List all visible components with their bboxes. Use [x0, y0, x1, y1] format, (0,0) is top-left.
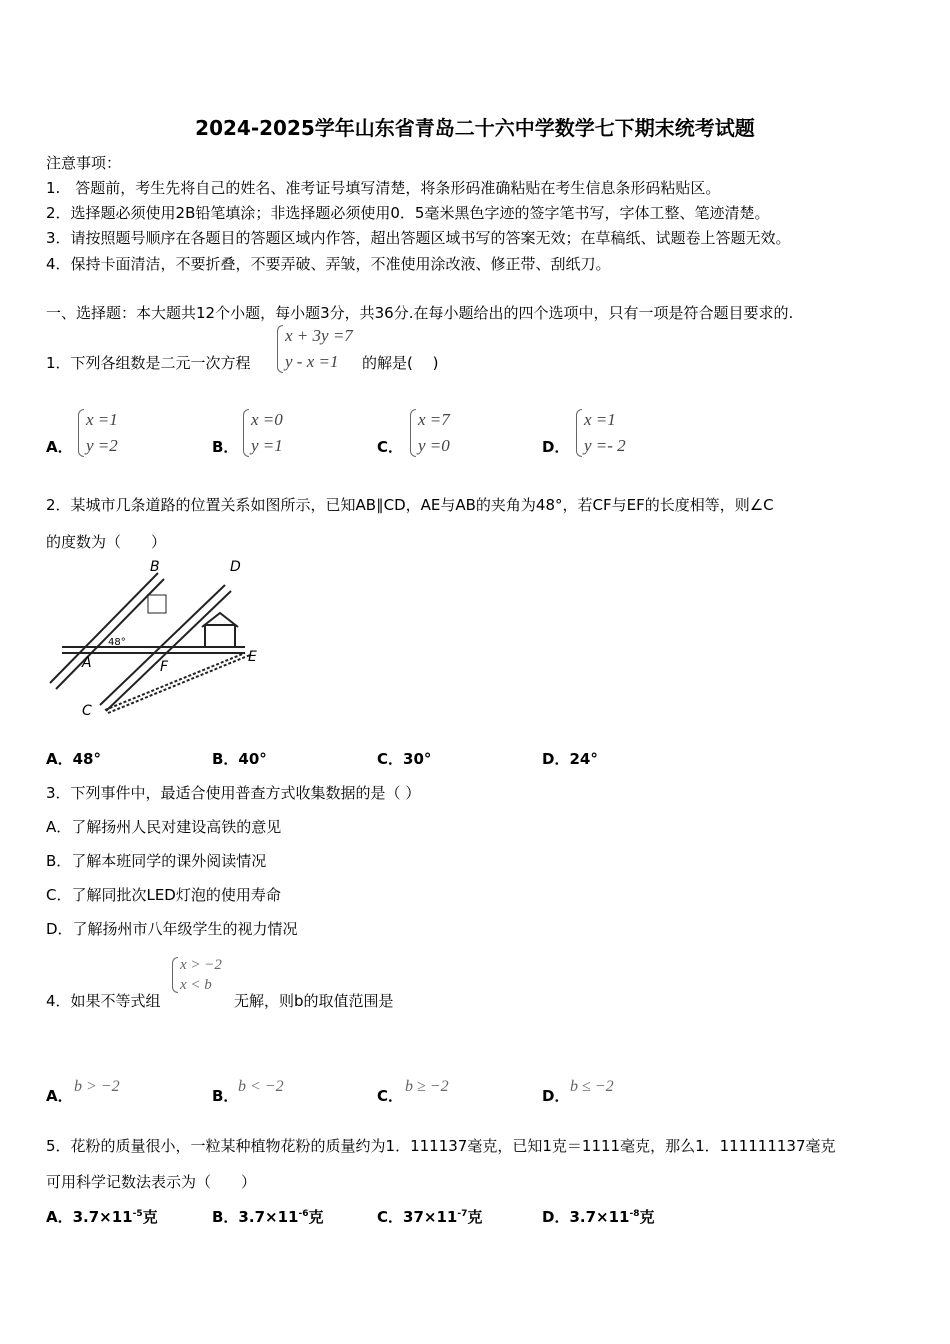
page-title: 2024-2025学年山东省青岛二十六中学数学七下期末统考试题	[195, 116, 755, 140]
notice-item: 2．选择题必须使用2B铅笔填涂；非选择题必须使用0．5毫米黑色字迹的签字笔书写，字体工整、笔迹清楚。	[46, 204, 770, 222]
q4-option-a[interactable]: b > −2	[74, 1078, 120, 1095]
unit: 克	[639, 1208, 655, 1226]
q2-option-d[interactable]: D．24°	[542, 750, 598, 768]
q1-option-b[interactable]	[243, 407, 283, 459]
q1-prefix: 1．下列各组数是二元一次方程	[46, 354, 251, 372]
notice-item: 4．保持卡面清洁，不要折叠，不要弄破、弄皱，不准使用涂改液、修正带、刮纸刀。	[46, 255, 611, 273]
q3-option-a[interactable]: A．了解扬州人民对建设高铁的意见	[46, 818, 282, 836]
unit: 克	[467, 1208, 483, 1226]
q5-stem-line2: 可用科学记数法表示为（ ）	[46, 1173, 257, 1191]
inequality: x > −2	[180, 957, 222, 973]
equation: y =1	[251, 436, 283, 455]
q1-suffix: 的解是( )	[362, 354, 439, 372]
notice-heading: 注意事项：	[46, 154, 122, 172]
q5-option-b[interactable]	[212, 1206, 323, 1227]
exponent: -7	[457, 1209, 468, 1219]
q2-option-b[interactable]: B．40°	[212, 750, 267, 768]
q3-option-c[interactable]: C．了解同批次LED灯泡的使用寿命	[46, 886, 281, 904]
option-text: A．3.7×11	[46, 1208, 133, 1226]
q4-suffix: 无解，则b的取值范围是	[234, 992, 394, 1010]
unit: 克	[308, 1208, 324, 1226]
q4-prefix: 4．如果不等式组	[46, 992, 161, 1010]
equation: y =0	[418, 436, 450, 455]
label-e: E	[248, 649, 257, 665]
q1-option-a-label: A．	[46, 438, 73, 456]
equation: x =1	[86, 410, 118, 429]
q1-option-d[interactable]	[576, 407, 626, 459]
q3-stem: 3．下列事件中，最适合使用普查方式收集数据的是（ ）	[46, 784, 421, 802]
q2-road-figure	[40, 555, 270, 725]
q2-stem-line1: 2．某城市几条道路的位置关系如图所示，已知AB∥CD，AE与AB的夹角为48°，若CF与EF的长度相等，则∠C	[46, 496, 774, 514]
q1-system	[277, 323, 353, 375]
q1-option-b-label: B．	[212, 438, 239, 456]
q4-option-a-label: A．	[46, 1087, 73, 1105]
q5-option-a[interactable]	[46, 1206, 158, 1227]
label-b: B	[150, 559, 160, 575]
q3-option-b[interactable]: B．了解本班同学的课外阅读情况	[46, 852, 267, 870]
section-heading: 一、选择题：本大题共12个小题，每小题3分，共36分.在每小题给出的四个选项中，只有一项是符合题目要求的.	[46, 304, 794, 322]
q5-option-c[interactable]	[377, 1206, 482, 1227]
q1-option-a[interactable]	[78, 407, 118, 459]
exponent: -6	[298, 1209, 309, 1219]
notice-item: 3．请按照题号顺序在各题目的答题区域内作答，超出答题区域书写的答案无效；在草稿纸、试题卷上答题无效。	[46, 229, 791, 247]
q5-stem-line1: 5．花粉的质量很小，一粒某种植物花粉的质量约为1．111137毫克，已知1克＝1111毫克，那么1．111111137毫克	[46, 1137, 836, 1155]
q4-option-b[interactable]: b < −2	[238, 1078, 284, 1095]
option-text: B．3.7×11	[212, 1208, 299, 1226]
q2-option-c[interactable]: C．30°	[377, 750, 432, 768]
unit: 克	[142, 1208, 158, 1226]
exponent: -5	[132, 1209, 143, 1219]
exponent: -8	[629, 1209, 640, 1219]
q1-option-d-label: D．	[542, 438, 570, 456]
equation: y - x =1	[285, 352, 339, 371]
label-c: C	[82, 703, 92, 719]
label-f: F	[160, 659, 169, 675]
label-a: A	[82, 655, 92, 671]
q4-option-b-label: B．	[212, 1087, 239, 1105]
q4-option-d-label: D．	[542, 1087, 570, 1105]
q1-option-c-label: C．	[377, 438, 404, 456]
equation: x =7	[418, 410, 450, 429]
option-text: C．37×11	[377, 1208, 458, 1226]
notice-item: 1. 答题前，考生先将自己的姓名、准考证号填写清楚，将条形码准确粘贴在考生信息条形码粘贴区。	[46, 179, 721, 197]
q3-option-d[interactable]: D．了解扬州市八年级学生的视力情况	[46, 920, 298, 938]
q5-option-d[interactable]	[542, 1206, 654, 1227]
equation: x + 3y =7	[285, 326, 353, 345]
equation: x =1	[584, 410, 616, 429]
option-text: D．3.7×11	[542, 1208, 630, 1226]
q2-stem-line2: 的度数为（ ）	[46, 533, 167, 551]
equation: x =0	[251, 410, 283, 429]
label-d: D	[230, 559, 241, 575]
q4-option-c[interactable]: b ≥ −2	[405, 1078, 449, 1095]
q2-option-a[interactable]: A．48°	[46, 750, 101, 768]
q4-option-d[interactable]: b ≤ −2	[570, 1078, 614, 1095]
equation: y =2	[86, 436, 118, 455]
q1-option-c[interactable]	[410, 407, 450, 459]
label-angle: 48°	[108, 637, 126, 648]
q4-system	[172, 955, 222, 995]
equation: y =- 2	[584, 436, 626, 455]
inequality: x < b	[180, 977, 212, 993]
q4-option-c-label: C．	[377, 1087, 404, 1105]
